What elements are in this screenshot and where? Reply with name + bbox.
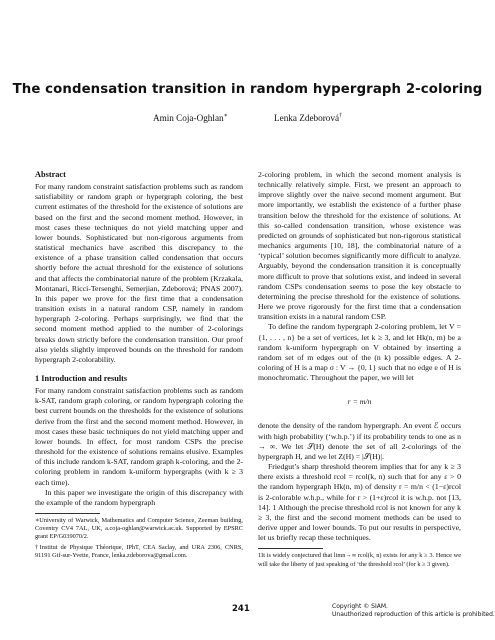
author-2-name: Lenka Zdeborová: [274, 113, 340, 124]
copyright-line-1: Copyright © SIAM.: [332, 603, 388, 610]
right-paragraph-2: To define the random hypergraph 2-coloring problem, let V = {1, . . . , n} be a set of vertices, let k ≥ 3, and let Hk(n, m) be a random k-uniform hypergraph on V obtained by inserting a random set of m edges out of the (n k) possible edges. A 2-coloring of H is a map σ : V → {0, 1} such that no edge e of H is monochromatic. Throughout the paper, we will let: [258, 322, 461, 383]
footnote-affiliation-2: †Institut de Physique Théorique, IPhT, CEA Saclay, and URA 2306, CNRS, 91191 Gif-sur-Yvette, France, lenka.zdeborova@gmail.com.: [35, 543, 243, 559]
footnote-1: 1It is widely conjectured that limn→∞ rcol(k, n) exists for any k ≥ 3. Hence we will take the liberty of just speaking of ‘the threshold rcol’ (for k ≥ 3 given).: [258, 552, 461, 568]
left-column: [35, 170, 243, 562]
copyright-notice: [332, 603, 495, 619]
section-1-paragraph-1: For many random constraint satisfaction problems such as random k-SAT, random graph coloring, or random hypergraph coloring the best current bounds on the thresholds for the existence of solutions derive from the first and the second moment method. However, in most cases these basic techniques do not yield matching upper and lower bounds. In effect, for most random CSPs the precise threshold for the existence of solutions remains elusive. Examples of this include random k-SAT, random graph k-coloring, and the 2-coloring problem in random k-uniform hypergraphs (with k ≥ 3 each time).: [35, 386, 243, 487]
author-2: [274, 113, 342, 123]
author-1-mark: ∗: [223, 113, 228, 119]
author-2-mark: †: [339, 113, 343, 119]
right-paragraph-3: denote the density of the random hypergraph. An event ℰ occurs with high probability (‘w.h.p.’) if its probability tends to one as n → ∞. We let 𝒮(H) denote the set of all 2-colorings of the hypergraph H, and we let Z(H) = |𝒮(H)|.: [258, 421, 461, 461]
paper-title: The condensation transition in random hypergraph 2-coloring: [12, 82, 483, 97]
author-1-name: Amin Coja-Oghlan: [152, 113, 224, 124]
right-column: [258, 170, 461, 571]
copyright-line-2: Unauthorized reproduction of this article is prohibited.: [332, 611, 495, 618]
abstract-heading: Abstract: [35, 170, 66, 179]
footnote-rule-right: [258, 548, 323, 549]
section-1-paragraph-2: In this paper we investigate the origin of this discrepancy with the example of the random hypergraph: [35, 487, 243, 507]
footnote-rule: [35, 513, 100, 514]
author-1: [153, 113, 228, 123]
density-equation: r = m/n: [347, 397, 372, 407]
page-number: 241: [232, 604, 250, 614]
abstract-text: For many random constraint satisfaction problems such as random satisfiability or random graph or hypergraph coloring, the best current estimates of the threshold for the existence of solutions are based on the first and the second moment method. However, in most cases these techniques do not yield matching upper and lower bounds. Sophisticated but non-rigorous arguments from statistical mechanics have ascribed this discrepancy to the existence of a phase transition called condensation that occurs shortly before the actual threshold for the existence of solutions and that affects the combinatorial nature of the problem (Krzakala, Montanari, Ricci-Tersenghi, Semerjian, Zdeborová; PNAS 2007). In this paper we prove for the first time that a condensation transition exists in a natural random CSP, namely in random hypergraph 2-coloring. Perhaps surprisingly, we find that the second moment method applied to the number of 2-colorings breaks down strictly before the condensation transition. Our proof also yields slightly improved bounds on the threshold for random hypergraph 2-colorability.: [35, 182, 243, 364]
section-1-heading: 1 Introduction and results: [35, 373, 128, 383]
right-paragraph-1: 2-coloring problem, in which the second moment analysis is technically relatively simple. First, we present an approach to improve slightly over the naive second moment argument. But more importantly, we establish the existence of a further phase transition below the threshold for the existence of solutions. At this so-called condensation transition, whose existence was predicted on grounds of sophisticated but non-rigorous statistical mechanics arguments [10, 18], the combinatorial nature of a ‘typical’ solution becomes significantly more difficult to analyze. Arguably, beyond the condensation transition it is conceptually more difficult to prove that solutions exist, and indeed in several random CSPs condensation seems to pose the key obstacle to determining the precise threshold for the existence of solutions. Here we prove rigorously for the first time that a condensation transition exists in a natural random CSP.: [258, 170, 461, 322]
author-list: [0, 112, 495, 123]
right-paragraph-4: Friedgut’s sharp threshold theorem implies that for any k ≥ 3 there exists a threshold rcol = rcol(k, n) such that for any ε > 0 the random hypergraph Hk(n, m) of density r = m/n < (1−ε)rcol is 2-colorable w.h.p., while for r > (1+ε)rcol it is w.h.p. not [13, 14]. 1 Although the precise threshold rcol is not known for any k ≥ 3, the first and the second moment methods can be used to derive upper and lower bounds. To put our results in perspective, let us briefly recap these techniques.: [258, 462, 461, 543]
footnote-affiliation-1: ∗University of Warwick, Mathematics and Computer Science, Zeeman building, Coventry CV4 7AL, UK, a.coja-oghlan@warwick.ac.uk. Supported by EPSRC grant EP/G039070/2.: [35, 517, 243, 541]
